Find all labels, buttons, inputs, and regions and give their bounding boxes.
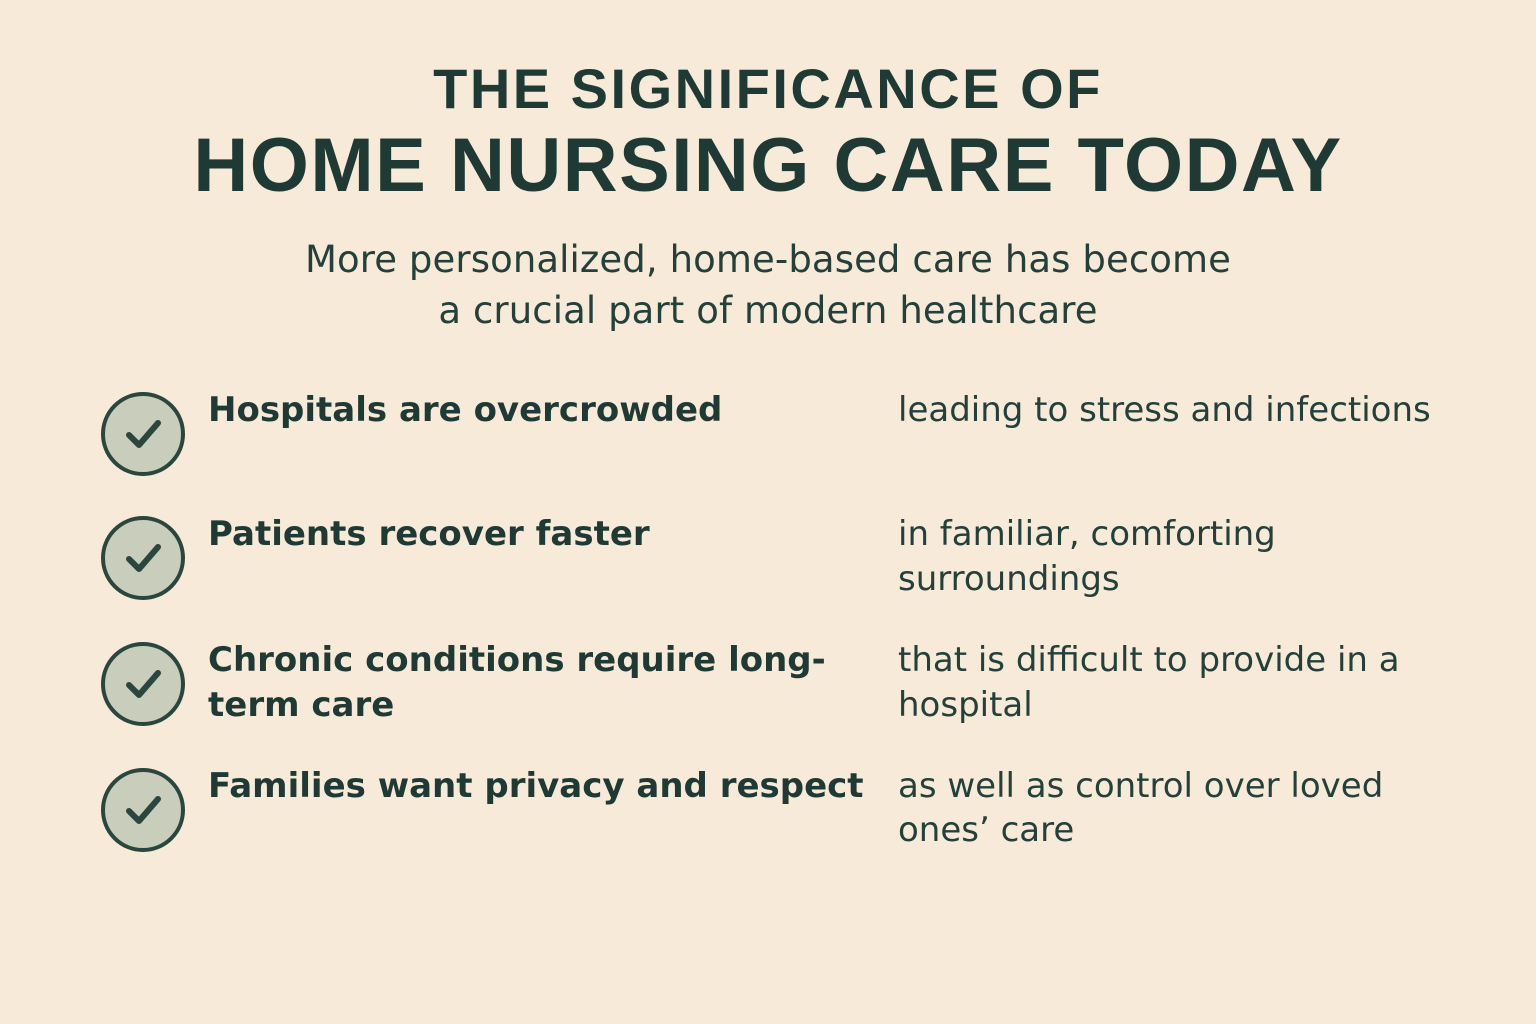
check-circle-icon [101, 516, 185, 600]
list-item-lead: Patients recover faster [208, 514, 650, 554]
subtitle [78, 234, 1458, 336]
title-block [78, 57, 1458, 208]
list-item-detail: as well as control over loved ones’ care [898, 765, 1384, 851]
subtitle-line-1: More personalized, home-based care has become [304, 237, 1232, 281]
list-item-icon-cell [78, 638, 208, 726]
list-item-icon-cell [78, 512, 208, 600]
list-item [78, 512, 1458, 602]
list-item-lead: Families want privacy and respect [208, 765, 864, 806]
list-item-icon-cell [78, 388, 208, 476]
check-circle-icon [101, 392, 185, 476]
list-item-lead: Hospitals are overcrowded [208, 390, 723, 430]
list-item-detail: leading to stress and infections [898, 390, 1431, 430]
list-item [78, 388, 1458, 476]
check-circle-icon [101, 768, 185, 852]
list-item [78, 638, 1458, 728]
page-title-line-2: HOME NURSING CARE TODAY [193, 122, 1343, 208]
subtitle-line-2: a crucial part of modern healthcare [438, 288, 1098, 332]
list-item-icon-cell [78, 764, 208, 852]
check-circle-icon [101, 642, 185, 726]
page-title-line-1: THE SIGNIFICANCE OF [433, 57, 1103, 120]
list-item-detail: that is difficult to provide in a hospital [898, 639, 1400, 725]
list-item-lead: Chronic conditions require long-term care [208, 639, 826, 725]
list-item [78, 764, 1458, 854]
benefits-list [78, 388, 1458, 853]
list-item-detail: in familiar, comforting surroundings [898, 514, 1276, 599]
